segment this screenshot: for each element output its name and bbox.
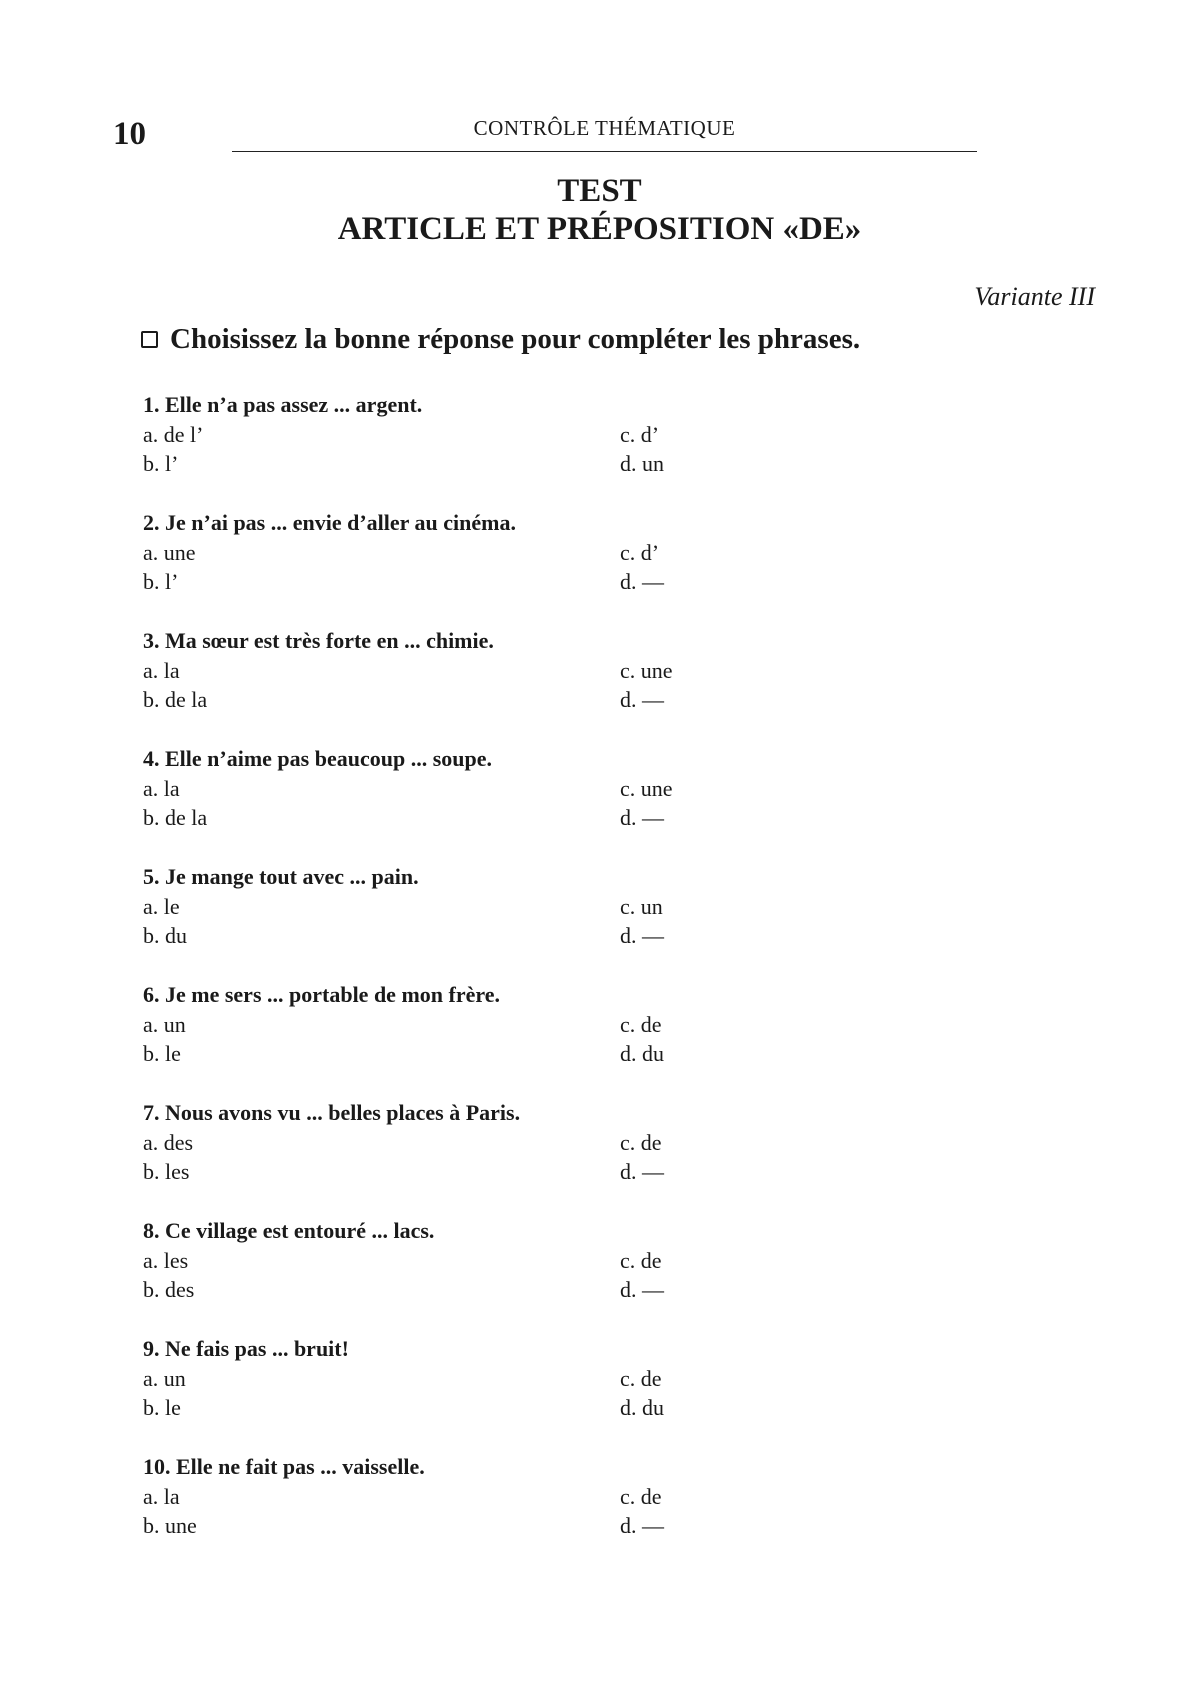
instruction-text: Choisissez la bonne réponse pour compléter les phrases. <box>170 323 861 355</box>
option-a: a. le <box>143 894 180 919</box>
question-item <box>143 1452 1043 1570</box>
header-rule <box>232 151 977 152</box>
option-b: b. du <box>143 923 187 948</box>
option-c: c. de <box>620 1012 662 1037</box>
option-a: a. un <box>143 1012 186 1037</box>
option-b: b. le <box>143 1395 181 1420</box>
running-head: CONTRÔLE THÉMATIQUE <box>473 116 736 140</box>
option-b: b. de la <box>143 687 208 712</box>
question-item <box>143 390 1043 508</box>
question-item <box>143 1334 1043 1452</box>
question-text: 8. Ce village est entouré ... lacs. <box>143 1218 435 1243</box>
question-item <box>143 1216 1043 1334</box>
option-c: c. d’ <box>620 540 660 565</box>
option-d: d. du <box>620 1395 664 1420</box>
question-text: 9. Ne fais pas ... bruit! <box>143 1336 349 1361</box>
option-d: d. — <box>620 687 664 712</box>
question-item <box>143 980 1043 1098</box>
question-text: 5. Je mange tout avec ... pain. <box>143 864 419 889</box>
option-a: a. de l’ <box>143 422 204 447</box>
option-d: d. un <box>620 451 664 476</box>
option-a: a. la <box>143 1484 180 1509</box>
option-b: b. de la <box>143 805 208 830</box>
option-d: d. — <box>620 1159 664 1184</box>
option-c: c. de <box>620 1484 662 1509</box>
option-b: b. des <box>143 1277 195 1302</box>
instruction <box>141 323 860 356</box>
option-a: a. des <box>143 1130 194 1155</box>
option-a: a. les <box>143 1248 189 1273</box>
option-c: c. un <box>620 894 663 919</box>
option-b: b. les <box>143 1159 190 1184</box>
question-text: 10. Elle ne fait pas ... vaisselle. <box>143 1454 425 1479</box>
variant-label: Variante III <box>974 282 1095 311</box>
question-text: 7. Nous avons vu ... belles places à Paris. <box>143 1100 521 1125</box>
page-title <box>0 172 1199 248</box>
option-c: c. une <box>620 776 673 801</box>
title-line-1: TEST <box>557 173 642 209</box>
question-item <box>143 862 1043 980</box>
question-text: 1. Elle n’a pas assez ... argent. <box>143 392 423 417</box>
option-c: c. une <box>620 658 673 683</box>
option-a: a. une <box>143 540 196 565</box>
question-item <box>143 744 1043 862</box>
option-d: d. — <box>620 923 664 948</box>
option-d: d. — <box>620 805 664 830</box>
option-d: d. — <box>620 569 664 594</box>
question-text: 2. Je n’ai pas ... envie d’aller au cinéma. <box>143 510 516 535</box>
option-b: b. le <box>143 1041 181 1066</box>
title-line-2: ARTICLE ET PRÉPOSITION «DE» <box>337 211 862 247</box>
option-b: b. l’ <box>143 451 179 476</box>
question-item <box>143 508 1043 626</box>
option-d: d. du <box>620 1041 664 1066</box>
question-list <box>143 390 1043 1570</box>
question-text: 6. Je me sers ... portable de mon frère. <box>143 982 500 1007</box>
question-text: 3. Ma sœur est très forte en ... chimie. <box>143 628 494 653</box>
option-d: d. — <box>620 1513 664 1538</box>
option-c: c. d’ <box>620 422 660 447</box>
question-item <box>143 1098 1043 1216</box>
page-number: 10 <box>113 116 146 152</box>
option-b: b. l’ <box>143 569 179 594</box>
question-item <box>143 626 1043 744</box>
option-d: d. — <box>620 1277 664 1302</box>
question-text: 4. Elle n’aime pas beaucoup ... soupe. <box>143 746 492 771</box>
option-b: b. une <box>143 1513 197 1538</box>
option-a: a. un <box>143 1366 186 1391</box>
option-c: c. de <box>620 1130 662 1155</box>
option-a: a. la <box>143 776 180 801</box>
checkbox-icon <box>141 331 158 348</box>
option-a: a. la <box>143 658 180 683</box>
option-c: c. de <box>620 1248 662 1273</box>
option-c: c. de <box>620 1366 662 1391</box>
